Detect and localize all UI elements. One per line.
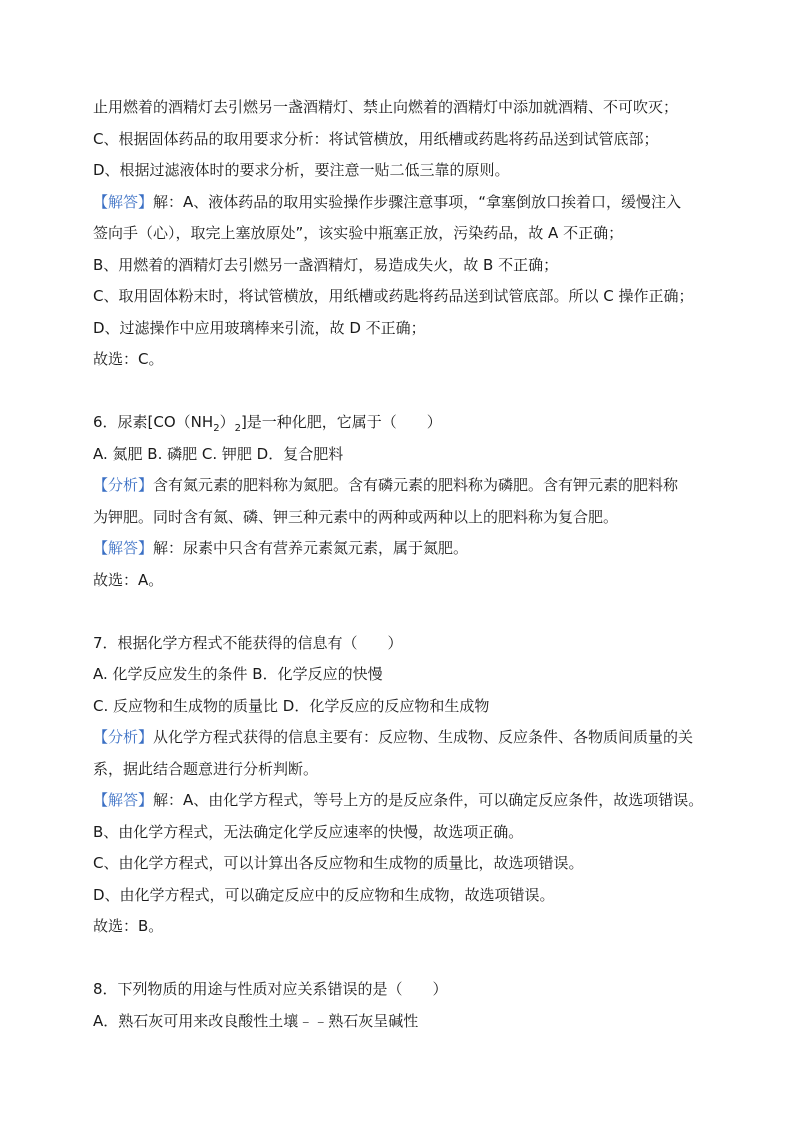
paragraph-gap [93, 943, 713, 975]
text-line [93, 880, 713, 912]
subscript: 2 [234, 423, 241, 434]
line-text: D、由化学方程式，可以确定反应中的反应物和生成物，故选项错误。 [93, 885, 555, 904]
line-text: 解：A、液体药品的取用实验操作步骤注意事项，“拿塞倒放口挨着口，缓慢注入 [153, 192, 682, 211]
text-line [93, 502, 713, 534]
question-text: 6．尿素[CO（NH [93, 413, 214, 431]
text-line [93, 722, 713, 754]
line-text: 从化学方程式获得的信息主要有：反应物、生成物、反应条件、各物质间质量的关 [153, 728, 694, 746]
line-text: C、由化学方程式，可以计算出各反应物和生成物的质量比，故选项错误。 [93, 854, 584, 872]
text-line [93, 533, 713, 565]
text-line [93, 218, 713, 250]
text-line [93, 565, 713, 597]
line-text: C、根据固体药品的取用要求分析：将试管横放，用纸槽或药匙将药品送到试管底部； [93, 129, 659, 148]
line-text: B、用燃着的酒精灯去引燃另一盏酒精灯，易造成失火，故 B 不正确； [93, 255, 559, 274]
text-line [93, 250, 713, 282]
question-text: ]是一种化肥，它属于（ ） [240, 413, 442, 431]
section-tag: 【分析】 [93, 728, 154, 746]
text-line [93, 313, 713, 345]
text-line [93, 1006, 713, 1038]
text-line [93, 628, 713, 660]
text-line [93, 155, 713, 187]
line-text: 签向手（心），取完上塞放原处”，该实验中瓶塞正放，污染药品，故 A 不正确； [93, 224, 624, 242]
line-text: C、取用固体粉末时，将试管横放，用纸槽或药匙将药品送到试管底部。所以 C 操作正确； [93, 287, 694, 305]
section-tag: 【解答】 [93, 791, 154, 809]
paragraph-gap [93, 376, 713, 408]
text-line [93, 92, 713, 124]
text-line [93, 187, 713, 219]
line-text: 含有氮元素的肥料称为氮肥。含有磷元素的肥料称为磷肥。含有钾元素的肥料称 [153, 476, 679, 494]
text-line [93, 911, 713, 943]
line-text: 故选：A。 [93, 570, 164, 589]
text-line [93, 439, 713, 471]
text-line [93, 754, 713, 786]
text-line [93, 470, 713, 502]
line-text: D、过滤操作中应用玻璃棒来引流，故 D 不正确； [93, 318, 426, 337]
paragraph-gap [93, 596, 713, 628]
line-text: 解：尿素中只含有营养元素氮元素，属于氮肥。 [153, 539, 469, 557]
line-text: C. 反应物和生成物的质量比 D．化学反应的反应物和生成物 [93, 696, 490, 715]
text-line [93, 817, 713, 849]
section-tag: 【分析】 [93, 476, 154, 494]
text-line [93, 785, 713, 817]
question-text: ） [219, 413, 235, 431]
line-text: B、由化学方程式，无法确定化学反应速率的快慢，故选项正确。 [93, 822, 524, 841]
text-line [93, 344, 713, 376]
line-text: 故选：C。 [93, 350, 164, 368]
text-line [93, 407, 713, 439]
text-line [93, 124, 713, 156]
line-text: D、根据过滤液体时的要求分析，要注意一贴二低三靠的原则。 [93, 161, 510, 179]
text-line [93, 281, 713, 313]
text-line [93, 691, 713, 723]
line-text: 8．下列物质的用途与性质对应关系错误的是（ ） [93, 980, 448, 998]
line-text: 7．根据化学方程式不能获得的信息有（ ） [93, 633, 403, 652]
text-line [93, 659, 713, 691]
line-text: 系，据此结合题意进行分析判断。 [93, 759, 319, 778]
text-line [93, 974, 713, 1006]
subscript: 2 [213, 423, 220, 434]
line-text: A．熟石灰可用来改良酸性土壤﹣﹣熟石灰呈碱性 [93, 1011, 419, 1030]
line-text: A. 氮肥 B. 磷肥 C. 钾肥 D．复合肥料 [93, 444, 344, 463]
text-line [93, 848, 713, 880]
line-text: 故选：B。 [93, 917, 164, 935]
document-body [93, 92, 713, 1037]
section-tag: 【解答】 [93, 192, 154, 211]
section-tag: 【解答】 [93, 539, 154, 557]
line-text: 止用燃着的酒精灯去引燃另一盏酒精灯、禁止向燃着的酒精灯中添加就酒精、不可吹灭； [93, 98, 679, 116]
line-text: 解：A、由化学方程式，等号上方的是反应条件，可以确定反应条件，故选项错误。 [153, 791, 704, 809]
line-text: A. 化学反应发生的条件 B．化学反应的快慢 [93, 665, 383, 683]
line-text: 为钾肥。同时含有氮、磷、钾三种元素中的两种或两种以上的肥料称为复合肥。 [93, 507, 619, 526]
